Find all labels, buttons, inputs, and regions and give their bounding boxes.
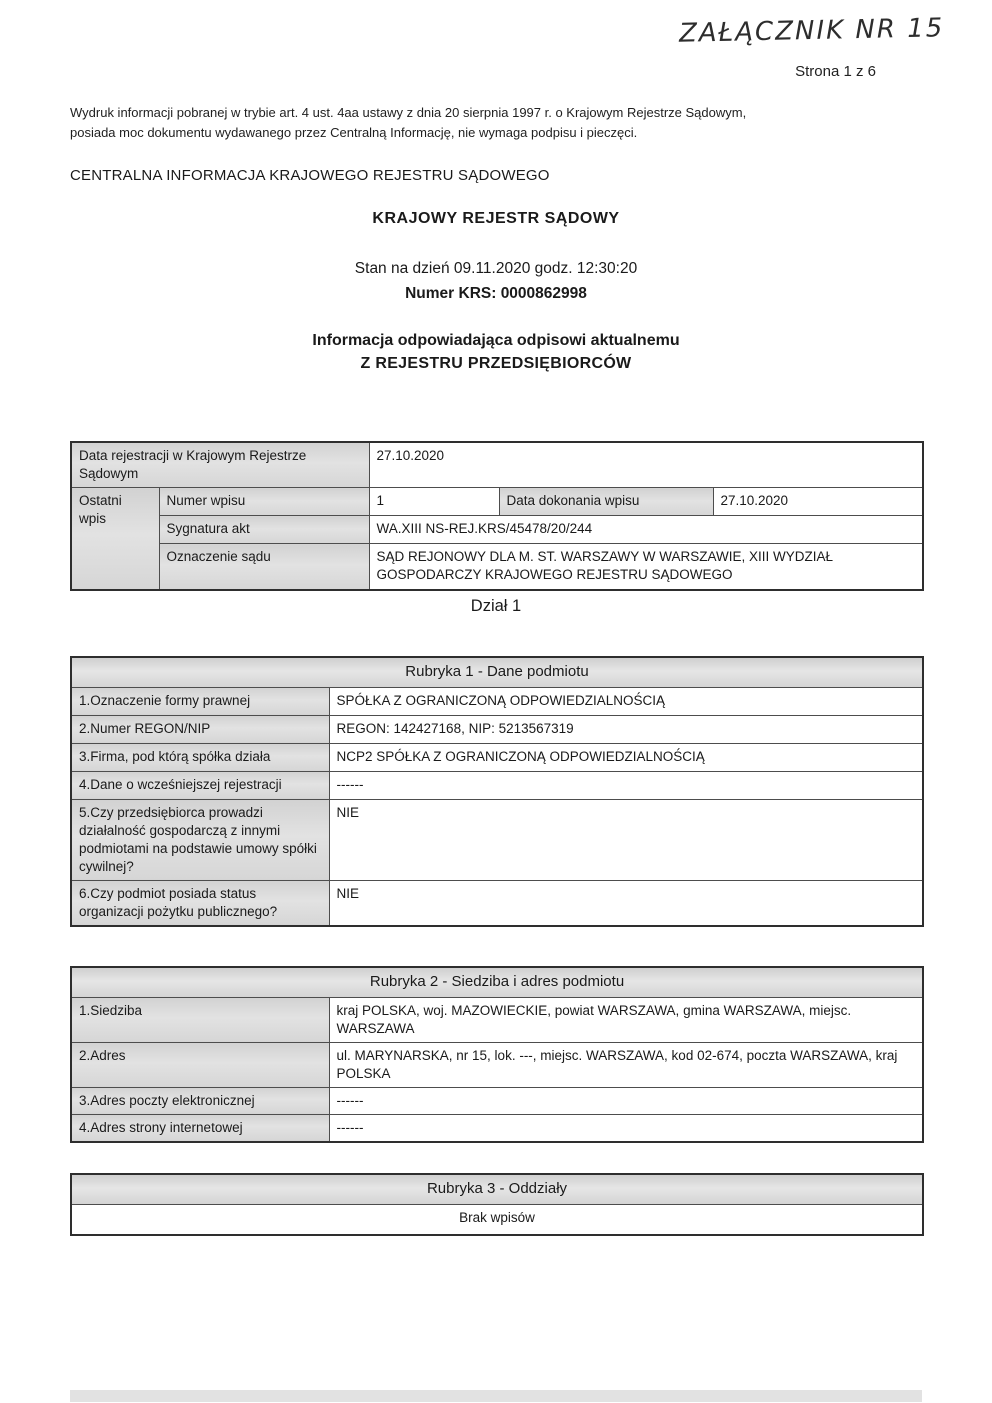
rubryka-1-title: Rubryka 1 - Dane podmiotu bbox=[71, 657, 923, 687]
field-label: 1.Siedziba bbox=[71, 997, 329, 1042]
table-header-row bbox=[71, 967, 923, 997]
next-table-cut-off bbox=[70, 1390, 922, 1402]
field-value: WA.XIII NS-REJ.KRS/45478/20/244 bbox=[369, 516, 923, 544]
document-title: KRAJOWY REJESTR SĄDOWY bbox=[372, 210, 620, 227]
table-row bbox=[71, 544, 923, 590]
field-value: kraj POLSKA, woj. MAZOWIECKIE, powiat WARSZAWA, gmina WARSZAWA, miejsc. WARSZAWA bbox=[329, 997, 923, 1042]
table-row bbox=[71, 1114, 923, 1142]
state-date-line: Stan na dzień 09.11.2020 godz. 12:30:20 bbox=[354, 260, 638, 277]
rubryka-2-title: Rubryka 2 - Siedziba i adres podmiotu bbox=[71, 967, 923, 997]
rubryka-3-title: Rubryka 3 - Oddziały bbox=[71, 1174, 923, 1204]
field-label: 4.Dane o wcześniejszej rejestracji bbox=[71, 771, 329, 799]
table-header-row bbox=[71, 657, 923, 687]
field-label: 1.Oznaczenie formy prawnej bbox=[71, 687, 329, 715]
table-row bbox=[71, 799, 923, 880]
field-value: 27.10.2020 bbox=[713, 488, 923, 516]
table-row bbox=[71, 488, 923, 516]
table-row bbox=[71, 442, 923, 488]
field-label: Numer wpisu bbox=[159, 488, 369, 516]
field-label: 5.Czy przedsiębiorca prowadzi działalność gospodarczą z innymi podmiotami na podstawie umowy spółki cywilnej? bbox=[71, 799, 329, 880]
table-row bbox=[71, 997, 923, 1042]
field-label: Oznaczenie sądu bbox=[159, 544, 369, 590]
table-row bbox=[71, 743, 923, 771]
registration-table bbox=[70, 441, 924, 591]
table-row bbox=[71, 687, 923, 715]
field-label: 3.Firma, pod którą spółka działa bbox=[71, 743, 329, 771]
field-label: Sygnatura akt bbox=[159, 516, 369, 544]
field-value: 1 bbox=[369, 488, 499, 516]
field-label: 4.Adres strony internetowej bbox=[71, 1114, 329, 1142]
rubryka-1-table bbox=[70, 656, 924, 927]
empty-entries-text: Brak wpisów bbox=[71, 1204, 923, 1235]
issuer-heading: CENTRALNA INFORMACJA KRAJOWEGO REJESTRU SĄDOWEGO bbox=[70, 167, 550, 184]
table-header-row bbox=[71, 1174, 923, 1204]
rubryka-3-table bbox=[70, 1173, 924, 1236]
field-label: Data dokonania wpisu bbox=[499, 488, 713, 516]
handwritten-annotation: ZAŁĄCZNIK NR 15 bbox=[678, 13, 945, 49]
field-value: REGON: 142427168, NIP: 5213567319 bbox=[329, 715, 923, 743]
field-value: NIE bbox=[329, 799, 923, 880]
table-row bbox=[71, 516, 923, 544]
table-row bbox=[71, 880, 923, 926]
field-value: NCP2 SPÓŁKA Z OGRANICZONĄ ODPOWIEDZIALNOŚCIĄ bbox=[329, 743, 923, 771]
intro-line-1: Wydruk informacji pobranej w trybie art. 4 ust. 4aa ustawy z dnia 20 sierpnia 1997 r. o Krajowym Rejestrze Sądowym, bbox=[70, 105, 747, 120]
section-heading-dzial-1: Dział 1 bbox=[470, 597, 522, 615]
table-row bbox=[71, 715, 923, 743]
krs-number-line: Numer KRS: 0000862998 bbox=[405, 285, 587, 302]
field-label: 2.Adres bbox=[71, 1042, 329, 1087]
field-label: 6.Czy podmiot posiada status organizacji pożytku publicznego? bbox=[71, 880, 329, 926]
table-row bbox=[71, 1042, 923, 1087]
subtitle-line-2: Z REJESTRU PRZEDSIĘBIORCÓW bbox=[360, 355, 632, 372]
page-number: Strona 1 z 6 bbox=[795, 63, 876, 80]
intro-line-2: posiada moc dokumentu wydawanego przez Centralną Informację, nie wymaga podpisu i pieczęci. bbox=[70, 125, 638, 140]
field-value: NIE bbox=[329, 880, 923, 926]
field-label: Data rejestracji w Krajowym Rejestrze Sądowym bbox=[71, 442, 369, 488]
table-row bbox=[71, 771, 923, 799]
field-value: ul. MARYNARSKA, nr 15, lok. ---, miejsc. WARSZAWA, kod 02-674, poczta WARSZAWA, kraj POLSKA bbox=[329, 1042, 923, 1087]
field-label: 2.Numer REGON/NIP bbox=[71, 715, 329, 743]
table-row bbox=[71, 1087, 923, 1114]
field-label: 3.Adres poczty elektronicznej bbox=[71, 1087, 329, 1114]
subtitle-line-1: Informacja odpowiadająca odpisowi aktualnemu bbox=[312, 332, 680, 349]
rubryka-2-table bbox=[70, 966, 924, 1143]
field-value: SPÓŁKA Z OGRANICZONĄ ODPOWIEDZIALNOŚCIĄ bbox=[329, 687, 923, 715]
intro-paragraph bbox=[70, 103, 770, 143]
field-value: SĄD REJONOWY DLA M. ST. WARSZAWY W WARSZAWIE, XIII WYDZIAŁ GOSPODARCZY KRAJOWEGO REJESTRU SĄDOWEGO bbox=[369, 544, 923, 590]
field-label: Ostatni wpis bbox=[71, 488, 159, 590]
field-value: ------ bbox=[329, 771, 923, 799]
field-value: ------ bbox=[329, 1087, 923, 1114]
rubryka-3-empty-row bbox=[71, 1204, 923, 1235]
field-value: 27.10.2020 bbox=[369, 442, 923, 488]
field-value: ------ bbox=[329, 1114, 923, 1142]
